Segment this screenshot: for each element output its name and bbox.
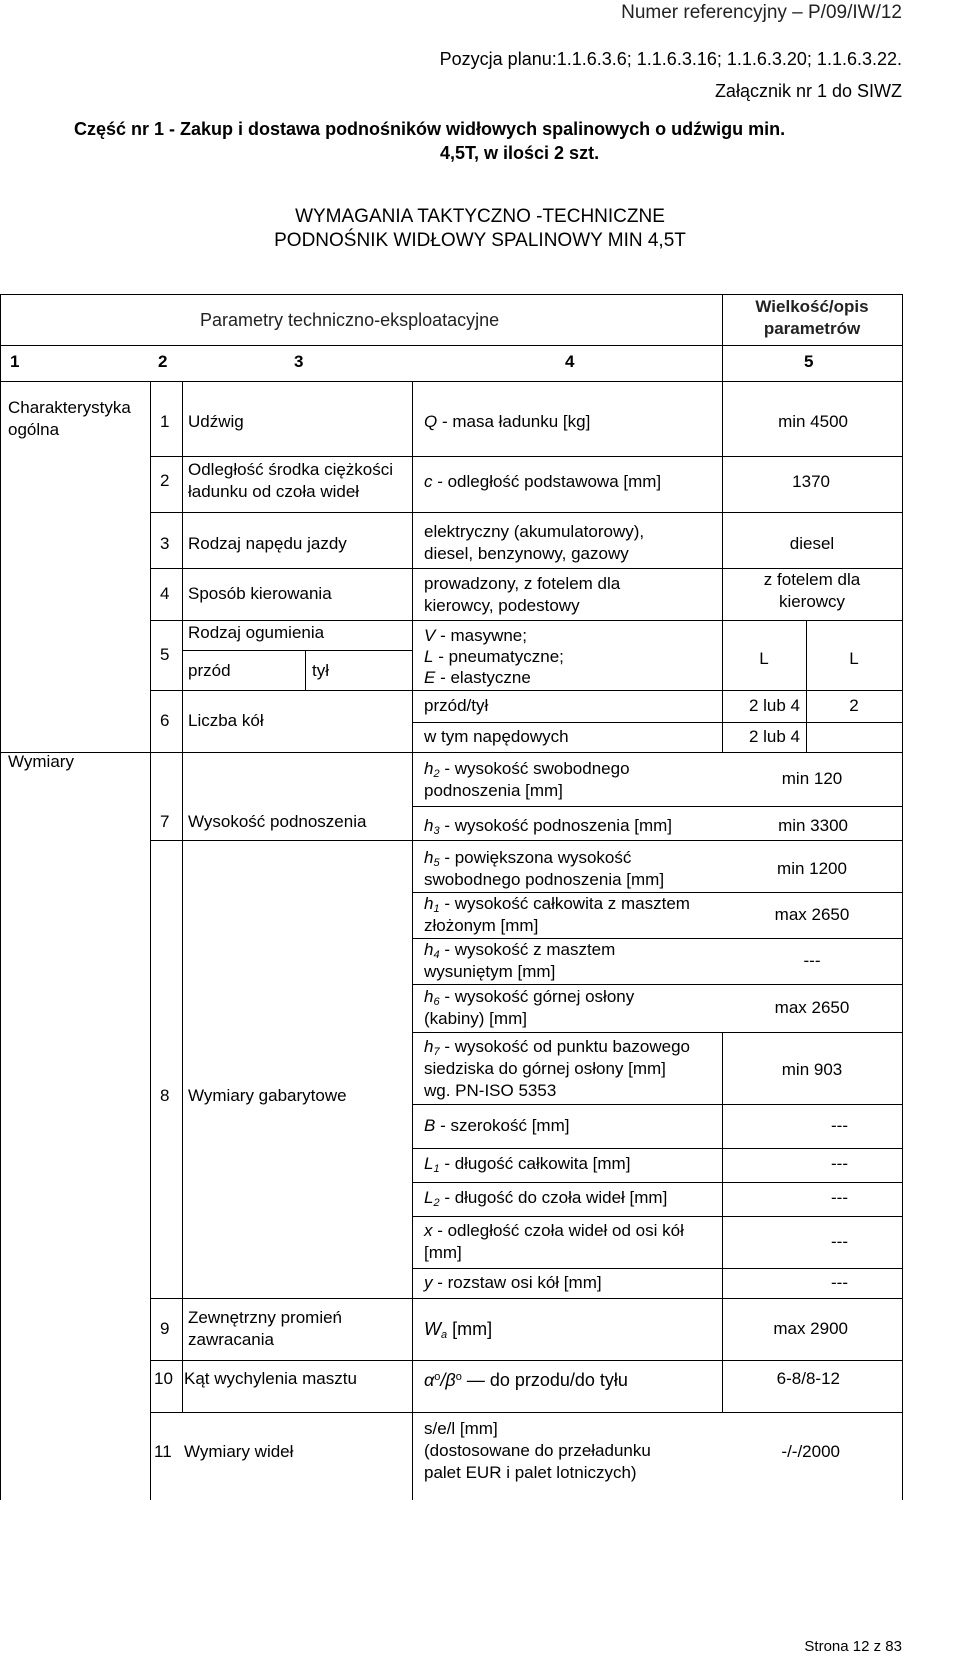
row-number: 2 [160,471,170,490]
param-desc: podnoszenia [mm] [424,781,563,800]
row-number: 6 [160,711,170,730]
param-value-front: L [759,649,769,668]
param-desc: $\alpha^o/\beta^o$ — do przodu/do tyłu [424,1370,628,1390]
param-desc: kierowcy, podestowy [424,596,580,615]
plan-position: Pozycja planu:1.1.6.3.6; 1.1.6.3.16; 1.1.6.3.20; 1.1.6.3.22. [439,49,902,69]
param-value: --- [831,1232,848,1251]
param-desc: $h_5$ - powiększona wysokość [424,848,632,869]
row-number: 5 [160,645,170,664]
row-number: 9 [160,1319,170,1338]
param-desc: Q - masa ładunku [kg] [424,412,591,431]
param-value: kierowcy [778,592,846,611]
reference-number: Numer referencyjny – P/09/IW/12 [621,2,902,23]
param-desc: elektryczny (akumulatorowy), [424,522,645,541]
param-value: 1370 [792,472,830,491]
doc-title-line2: PODNOŚNIK WIDŁOWY SPALINOWY MIN 4,5T [274,230,686,251]
param-value: 6-8/8-12 [776,1369,840,1388]
param-value: --- [831,1116,848,1135]
param-value: min 4500 [778,412,848,431]
param-desc: c - odległość podstawowa [mm] [424,472,662,491]
row-number: 11 [154,1442,172,1461]
param-desc: złożonym [mm] [424,916,539,935]
param-desc: wysuniętym [mm] [424,962,556,981]
col-number: 5 [804,352,814,371]
param-desc: L - pneumatyczne; [424,647,564,666]
param-value: min 1200 [777,859,847,878]
param-value: diesel [789,534,835,553]
param-name: ładunku od czoła wideł [188,482,360,501]
param-value: min 120 [781,769,843,788]
param-desc: $L_1$ - długość całkowita [mm] [424,1154,631,1175]
row-number: 10 [154,1369,173,1388]
part-title-line2: 4,5T, w ilości 2 szt. [440,143,600,163]
annex-label: Załącznik nr 1 do SIWZ [714,81,902,101]
param-desc: $h_7$ - wysokość od punktu bazowego [424,1037,691,1058]
param-name: Zewnętrzny promień [188,1308,343,1327]
param-desc: E - elastyczne [424,668,531,687]
param-desc: wg. PN-ISO 5353 [424,1081,557,1100]
param-value: min 903 [781,1060,843,1079]
param-value: 2 [849,696,859,715]
param-name: Kąt wychylenia masztu [184,1369,357,1388]
param-desc: siedziska do górnej osłony [mm] [424,1059,666,1078]
param-desc: s/e/l [mm] [424,1419,498,1438]
param-name: Wymiary wideł [184,1442,294,1461]
param-desc: $h_1$ - wysokość całkowita z masztem [424,894,690,915]
param-name: Sposób kierowania [188,584,332,603]
param-desc: (kabiny) [mm] [424,1009,527,1028]
row-number: 1 [160,412,170,431]
param-value: max 2650 [774,998,850,1017]
param-desc: $L_2$ - długość do czoła wideł [mm] [424,1188,668,1209]
param-desc: (dostosowane do przeładunku [424,1441,651,1460]
param-desc: palet EUR i palet lotniczych) [424,1463,637,1482]
col-number: 1 [10,352,20,371]
col-number: 4 [565,352,575,371]
param-value: --- [831,1188,848,1207]
param-desc: y - rozstaw osi kół [mm] [424,1273,602,1292]
param-value: -/-/2000 [781,1442,840,1461]
row-number: 8 [160,1086,170,1105]
param-desc: $h_2$ - wysokość swobodnego [424,759,630,780]
param-name: Wysokość podnoszenia [188,812,367,831]
param-name: Udźwig [188,412,244,431]
param-value: min 3300 [778,816,848,835]
col-header-value-1: Wielkość/opis [755,297,869,316]
col-number: 2 [158,352,168,371]
param-desc: diesel, benzynowy, gazowy [424,544,629,563]
param-name: Wymiary gabarytowe [188,1086,347,1105]
group-general: Charakterystyka [8,398,131,417]
tire-front-label: przód [188,661,231,680]
param-desc: [mm] [424,1243,462,1262]
param-name: zawracania [188,1330,274,1349]
param-desc: $W_a$ [mm] [424,1319,493,1341]
param-desc: swobodnego podnoszenia [mm] [424,870,665,889]
row-number: 7 [160,812,170,831]
page-number: Strona 12 z 83 [804,1638,902,1655]
param-desc: w tym napędowych [424,727,569,746]
param-value-rear: L [849,649,859,668]
tire-rear-label: tył [312,661,329,680]
col-header-value-2: parametrów [763,319,861,338]
param-name: Odległość środka ciężkości [188,460,394,479]
param-desc: x - odległość czoła wideł od osi kół [424,1221,684,1240]
group-general: ogólna [8,420,60,439]
param-value: max 2650 [774,905,850,924]
param-desc: prowadzony, z fotelem dla [424,574,621,593]
param-desc: $h_3$ - wysokość podnoszenia [mm] [424,816,673,837]
param-name: Rodzaj ogumienia [188,623,325,642]
row-number: 3 [160,534,170,553]
row-number: 4 [160,584,170,603]
param-value: --- [831,1154,848,1173]
part-title-line1: Część nr 1 - Zakup i dostawa podnośników widłowych spalinowych o udźwigu min. [74,119,786,139]
param-value: --- [831,1273,848,1292]
param-desc: przód/tył [424,696,489,715]
param-value: 2 lub 4 [748,727,800,746]
param-value: 2 lub 4 [748,696,800,715]
param-value: z fotelem dla [763,570,861,589]
param-desc: B - szerokość [mm] [424,1116,570,1135]
param-value: --- [803,951,821,970]
col-number: 3 [294,352,304,371]
param-desc: $h_6$ - wysokość górnej osłony [424,987,635,1008]
param-value: max 2900 [773,1319,848,1338]
param-name: Liczba kół [188,711,264,730]
col-header-params: Parametry techniczno-eksploatacyjne [200,310,500,330]
doc-title-line1: WYMAGANIA TAKTYCZNO -TECHNICZNE [295,206,665,227]
param-desc: V - masywne; [424,626,527,645]
param-desc: $h_4$ - wysokość z masztem [424,940,616,961]
group-dimensions: Wymiary [8,752,74,771]
param-name: Rodzaj napędu jazdy [188,534,347,553]
